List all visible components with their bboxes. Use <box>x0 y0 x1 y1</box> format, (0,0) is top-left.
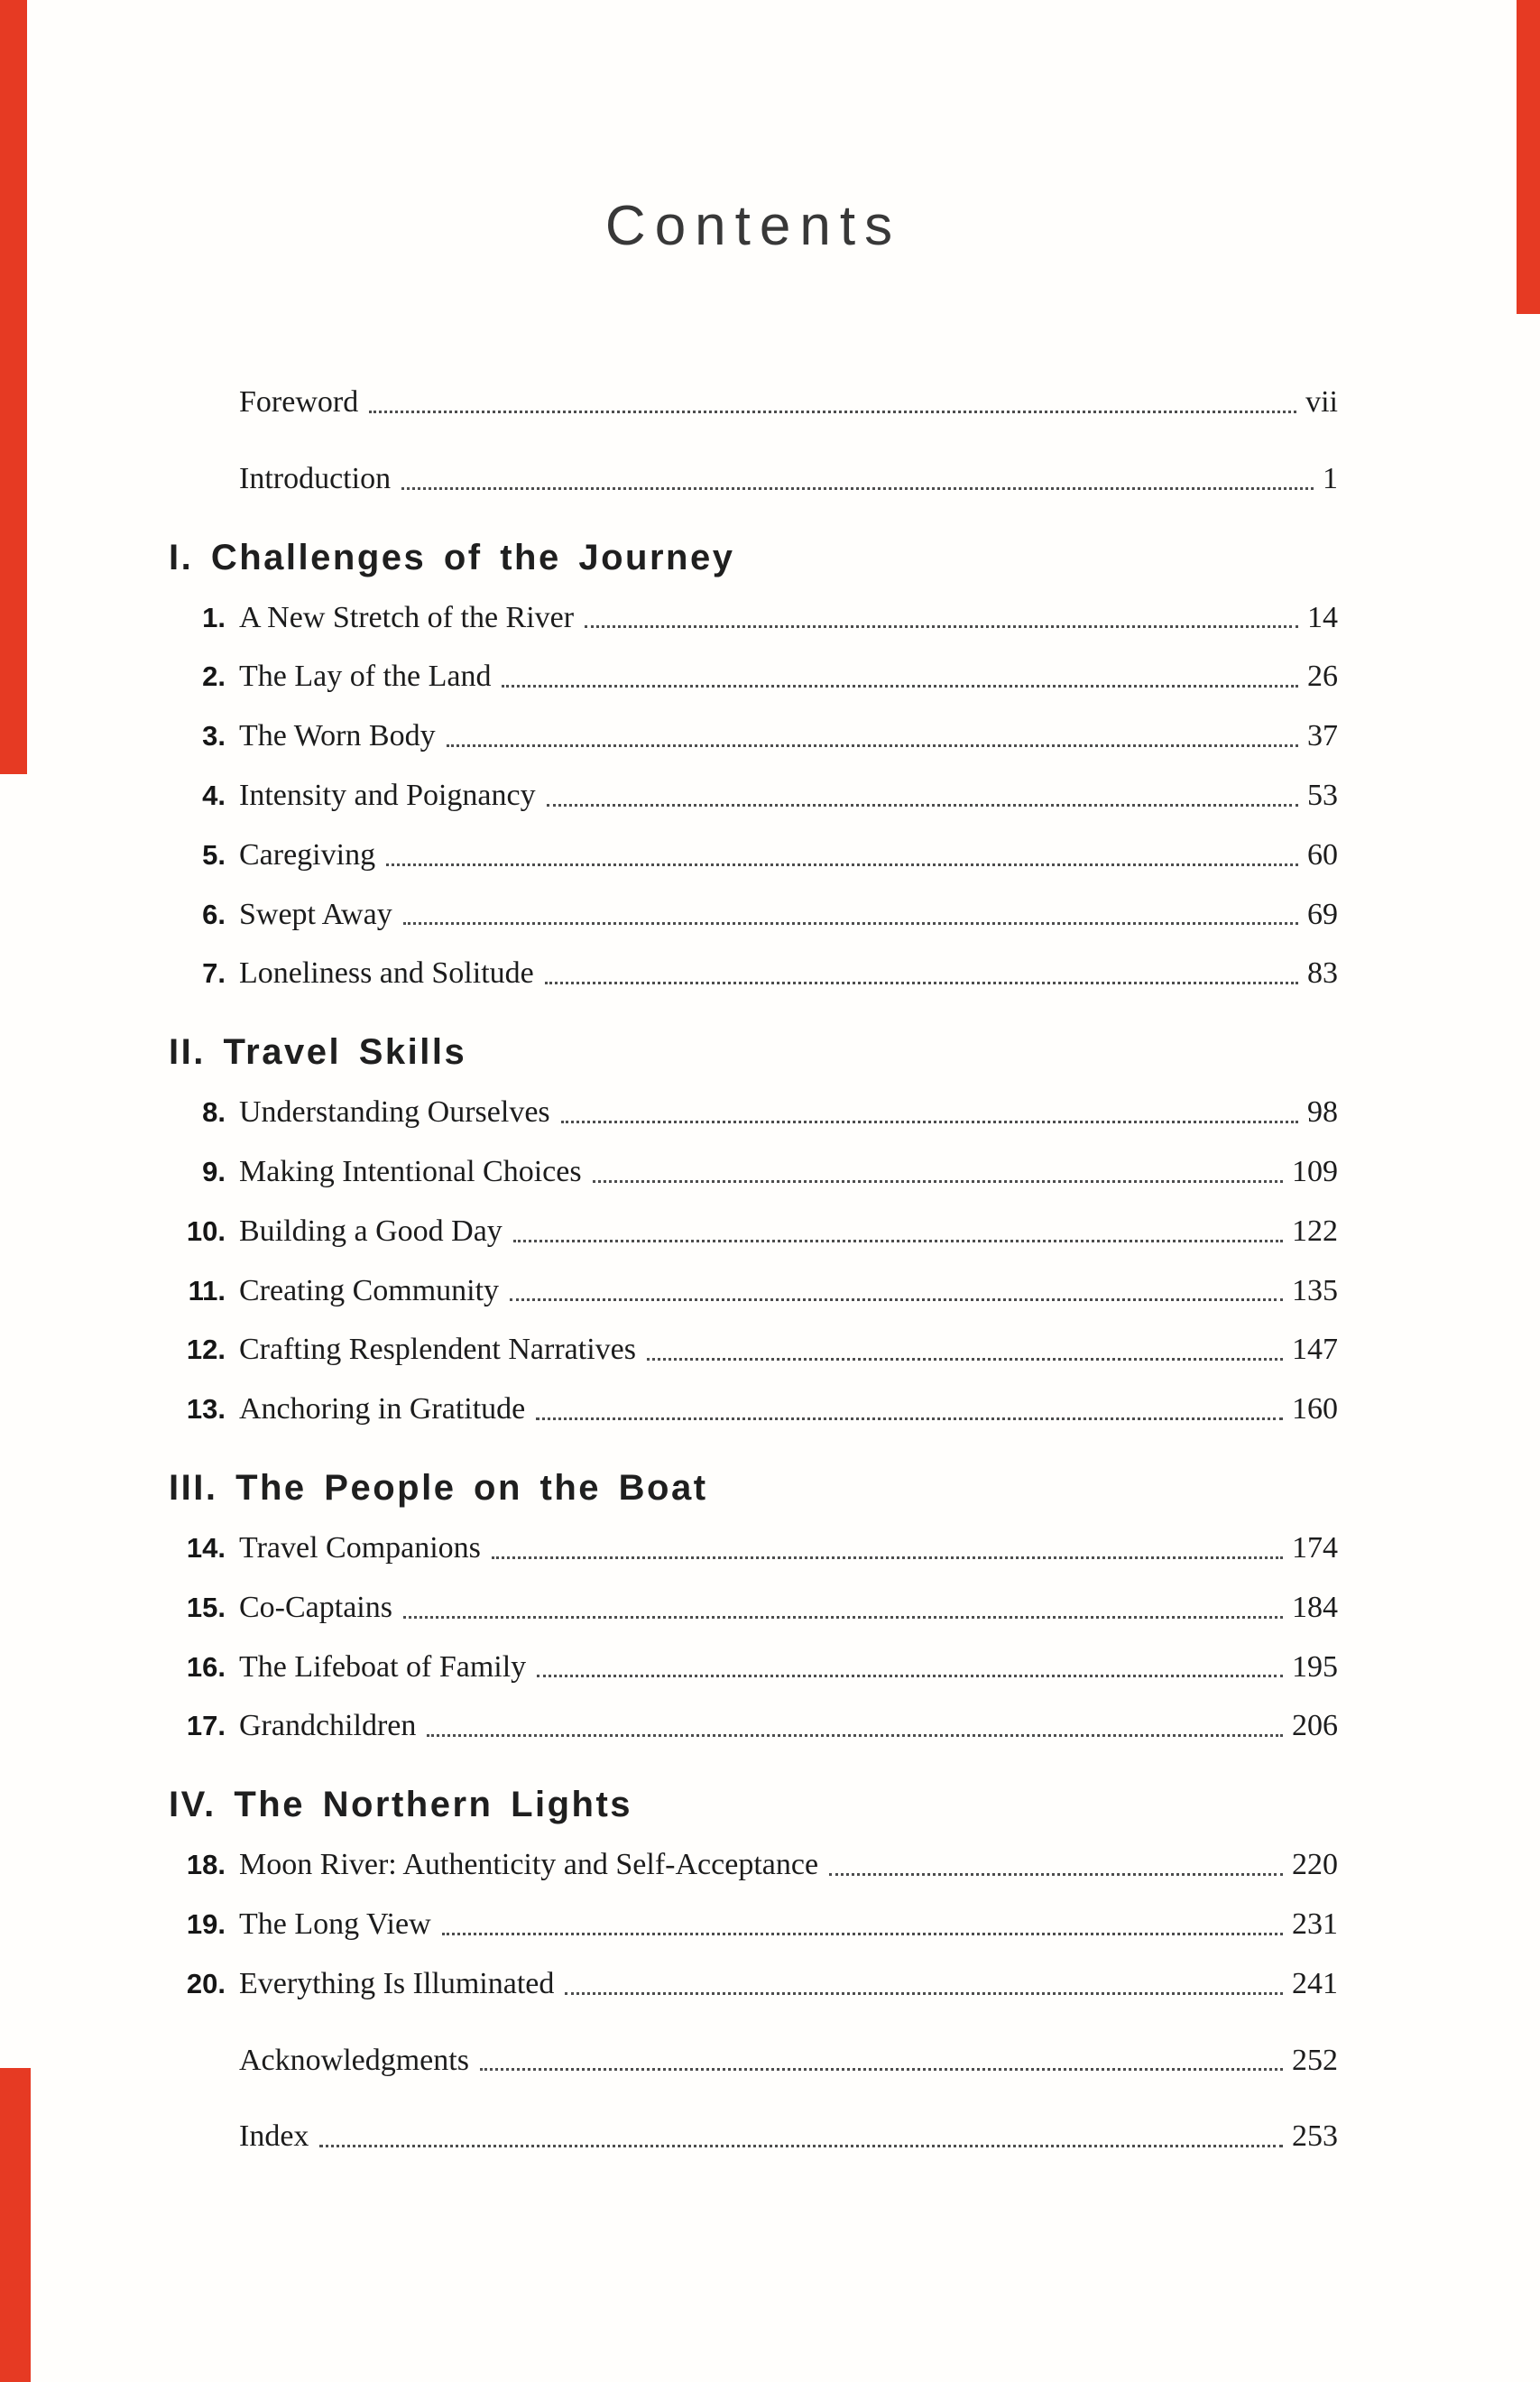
dot-leader <box>427 1734 1283 1737</box>
dot-leader <box>369 411 1296 413</box>
page-number: 206 <box>1292 1709 1338 1743</box>
chapter-number: 13. <box>186 1393 226 1426</box>
toc-chapter-entry <box>169 718 1338 755</box>
toc-back-entry <box>169 2119 1338 2156</box>
chapter-title: The Lifeboat of Family <box>239 1649 527 1684</box>
page-number: 174 <box>1292 1530 1338 1565</box>
dot-leader <box>829 1873 1283 1876</box>
toc-back-matter <box>169 2043 1338 2156</box>
dot-leader <box>647 1358 1283 1361</box>
cover-edge-left-bottom <box>0 2068 31 2382</box>
chapter-title: Intensity and Poignancy <box>239 778 536 812</box>
chapter-title: Travel Companions <box>239 1530 481 1565</box>
page-number: 1 <box>1323 461 1338 495</box>
chapter-title: The Worn Body <box>239 719 436 753</box>
page-number: 14 <box>1307 600 1338 634</box>
toc-chapter-entry <box>169 1530 1338 1567</box>
toc-section <box>169 1785 1338 2002</box>
toc-chapter-entry <box>169 1273 1338 1310</box>
toc-chapter-entry <box>169 837 1338 874</box>
chapter-title: A New Stretch of the River <box>239 600 575 634</box>
chapter-number: 12. <box>186 1334 226 1366</box>
chapter-number: 11. <box>188 1274 226 1306</box>
page-number: 26 <box>1307 660 1338 694</box>
chapter-number: 19. <box>186 1907 226 1940</box>
section-heading: I. Challenges of the Journey <box>169 537 735 577</box>
toc-content <box>169 194 1338 2195</box>
page-number: 37 <box>1307 719 1338 753</box>
dot-leader <box>502 685 1298 688</box>
chapter-title: Crafting Resplendent Narratives <box>239 1333 636 1367</box>
page-number: 160 <box>1292 1392 1338 1426</box>
dot-leader <box>565 1992 1283 1995</box>
dot-leader <box>585 625 1298 628</box>
toc-section <box>169 1468 1338 1745</box>
dot-leader <box>386 863 1298 866</box>
chapter-number: 7. <box>202 957 226 990</box>
chapter-title: Co-Captains <box>239 1590 392 1624</box>
toc-chapter-entry <box>169 956 1338 992</box>
page-number: 69 <box>1307 897 1338 931</box>
chapter-number: 6. <box>202 898 226 930</box>
dot-leader <box>536 1417 1283 1420</box>
cover-edge-right-top <box>1517 0 1540 314</box>
page-number: 135 <box>1292 1273 1338 1307</box>
toc-back-entry-label: Acknowledgments <box>239 2043 469 2077</box>
chapter-number: 20. <box>186 1967 226 1999</box>
dot-leader <box>513 1240 1283 1242</box>
page-number: 184 <box>1292 1590 1338 1624</box>
page-number: 83 <box>1307 956 1338 991</box>
chapter-number: 2. <box>202 660 226 693</box>
dot-leader <box>545 982 1298 984</box>
toc-chapter-entry <box>169 1590 1338 1627</box>
page-number: 252 <box>1292 2043 1338 2077</box>
toc-chapter-entry <box>169 659 1338 696</box>
toc-chapter-entry <box>169 1154 1338 1191</box>
chapter-number: 5. <box>202 838 226 871</box>
chapter-number: 15. <box>186 1591 226 1623</box>
page-number: 147 <box>1292 1333 1338 1367</box>
dot-leader <box>447 744 1298 747</box>
toc-front-entry <box>169 461 1338 498</box>
toc-chapter-entry <box>169 1332 1338 1369</box>
toc-section <box>169 538 1338 993</box>
chapter-title: Anchoring in Gratitude <box>239 1392 526 1426</box>
page-number: 109 <box>1292 1154 1338 1188</box>
toc-chapter-entry <box>169 1649 1338 1686</box>
chapter-number: 16. <box>186 1650 226 1683</box>
toc-chapter-entry <box>169 1847 1338 1884</box>
chapter-number: 14. <box>186 1531 226 1564</box>
page-number: 53 <box>1307 778 1338 812</box>
toc-front-entry-label: Introduction <box>239 461 392 495</box>
toc-chapter-entry <box>169 897 1338 934</box>
page-number: 195 <box>1292 1649 1338 1684</box>
toc-back-entry-label: Index <box>239 2119 309 2154</box>
toc-front-entry <box>169 384 1338 421</box>
page-number: 241 <box>1292 1966 1338 2000</box>
page-title: Contents <box>604 195 902 257</box>
dot-leader <box>537 1675 1283 1677</box>
dot-leader <box>480 2068 1283 2071</box>
chapter-number: 8. <box>202 1096 226 1129</box>
page-number: 122 <box>1292 1214 1338 1248</box>
chapter-title: Everything Is Illuminated <box>239 1966 555 2000</box>
chapter-number: 1. <box>202 601 226 633</box>
dot-leader <box>510 1298 1283 1301</box>
chapter-number: 9. <box>202 1155 226 1187</box>
toc-chapter-entry <box>169 600 1338 637</box>
chapter-number: 17. <box>186 1710 226 1742</box>
toc-chapter-entry <box>169 1966 1338 2003</box>
section-heading: IV. The Northern Lights <box>169 1785 633 1825</box>
page-number: vii <box>1305 385 1338 419</box>
chapter-title: Caregiving <box>239 837 376 872</box>
chapter-title: Making Intentional Choices <box>239 1154 582 1188</box>
chapter-number: 10. <box>186 1214 226 1247</box>
chapter-title: Understanding Ourselves <box>239 1095 550 1130</box>
chapter-title: The Lay of the Land <box>239 660 492 694</box>
page-number: 220 <box>1292 1848 1338 1882</box>
toc-front-entry-label: Foreword <box>239 385 359 419</box>
chapter-title: Moon River: Authenticity and Self-Acceptance <box>239 1848 819 1882</box>
section-heading: III. The People on the Boat <box>169 1467 708 1508</box>
section-heading: II. Travel Skills <box>169 1032 467 1073</box>
chapter-title: Creating Community <box>239 1273 500 1307</box>
dot-leader <box>492 1556 1283 1559</box>
toc-chapter-entry <box>169 1391 1338 1428</box>
dot-leader <box>401 487 1314 490</box>
toc-back-entry <box>169 2043 1338 2080</box>
toc-section <box>169 1032 1338 1428</box>
toc-front-matter <box>169 384 1338 498</box>
toc-chapter-entry <box>169 1708 1338 1745</box>
dot-leader <box>561 1121 1298 1123</box>
toc-chapter-entry <box>169 1907 1338 1943</box>
dot-leader <box>403 922 1298 925</box>
toc-sections <box>169 538 1338 2003</box>
toc-chapter-entry <box>169 1094 1338 1131</box>
page-number: 231 <box>1292 1907 1338 1941</box>
chapter-title: Building a Good Day <box>239 1214 503 1248</box>
chapter-number: 18. <box>186 1849 226 1881</box>
chapter-number: 4. <box>202 779 226 811</box>
dot-leader <box>547 804 1298 807</box>
chapter-title: Loneliness and Solitude <box>239 956 534 991</box>
page-number: 60 <box>1307 837 1338 872</box>
toc-chapter-entry <box>169 1214 1338 1251</box>
dot-leader <box>442 1933 1283 1935</box>
chapter-number: 3. <box>202 720 226 752</box>
cover-edge-left-top <box>0 0 27 774</box>
toc-chapter-entry <box>169 778 1338 815</box>
chapter-title: Grandchildren <box>239 1709 417 1743</box>
dot-leader <box>593 1180 1283 1183</box>
dot-leader <box>403 1616 1283 1619</box>
dot-leader <box>319 2145 1283 2147</box>
page-number: 98 <box>1307 1095 1338 1130</box>
chapter-title: Swept Away <box>239 897 392 931</box>
page-number: 253 <box>1292 2119 1338 2154</box>
chapter-title: The Long View <box>239 1907 431 1941</box>
